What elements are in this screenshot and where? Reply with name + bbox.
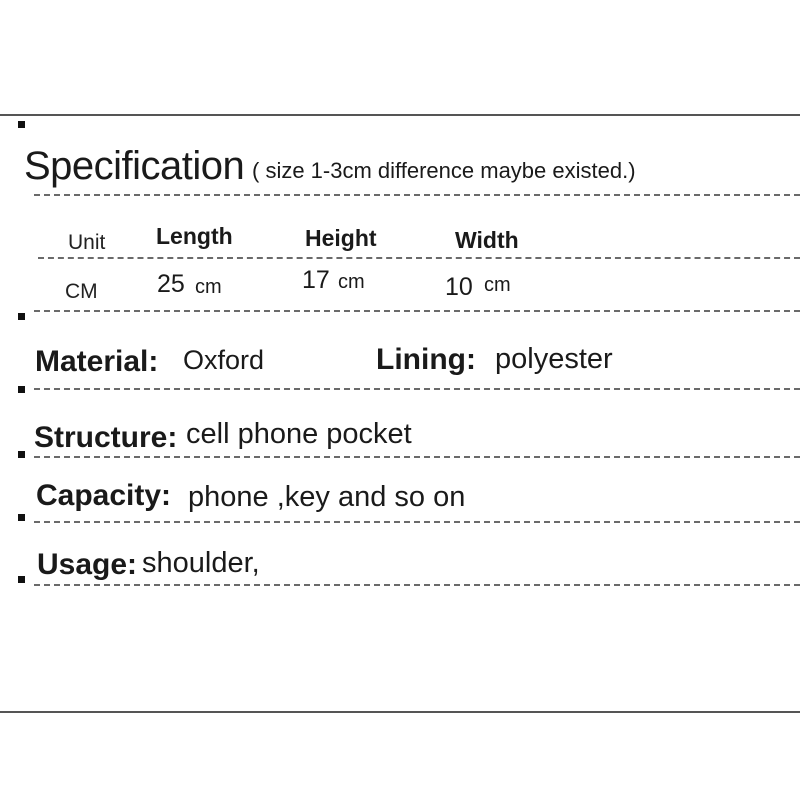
- bottom-border: [0, 711, 800, 713]
- divider-material: [34, 388, 800, 390]
- usage-label: Usage:: [37, 548, 138, 581]
- capacity-value: phone ,key and so on: [188, 481, 466, 513]
- width-unit: cm: [484, 274, 511, 296]
- length-unit: cm: [195, 276, 222, 298]
- bullet-capacity: [18, 451, 25, 458]
- length-value: 25: [157, 270, 185, 298]
- header-unit: Unit: [68, 231, 106, 254]
- divider-usage: [34, 584, 800, 586]
- usage-value: shoulder,: [142, 547, 260, 579]
- height-value: 17: [302, 266, 330, 294]
- bullet-end: [18, 576, 25, 583]
- bullet-structure: [18, 386, 25, 393]
- divider-structure: [34, 456, 800, 458]
- structure-value: cell phone pocket: [186, 418, 412, 450]
- height-unit: cm: [338, 271, 365, 293]
- bullet-usage: [18, 514, 25, 521]
- bullet-specification: [18, 121, 25, 128]
- material-value: Oxford: [183, 345, 265, 375]
- width-value: 10: [445, 273, 473, 301]
- header-height: Height: [305, 225, 377, 251]
- divider-header: [38, 257, 800, 259]
- top-border: [0, 114, 800, 116]
- header-length: Length: [156, 223, 233, 249]
- divider-dimensions: [34, 310, 800, 312]
- specification-note: ( size 1-3cm difference maybe existed.): [252, 158, 636, 183]
- divider-capacity: [34, 521, 800, 523]
- lining-label: Lining:: [376, 343, 476, 376]
- divider-specification: [34, 194, 800, 196]
- lining-value: polyester: [495, 343, 613, 375]
- bullet-material: [18, 313, 25, 320]
- capacity-label: Capacity:: [36, 479, 172, 512]
- row-unit: CM: [65, 280, 98, 303]
- specification-title: Specification: [24, 144, 245, 188]
- material-label: Material:: [35, 345, 159, 378]
- structure-label: Structure:: [34, 421, 178, 454]
- header-width: Width: [455, 227, 519, 253]
